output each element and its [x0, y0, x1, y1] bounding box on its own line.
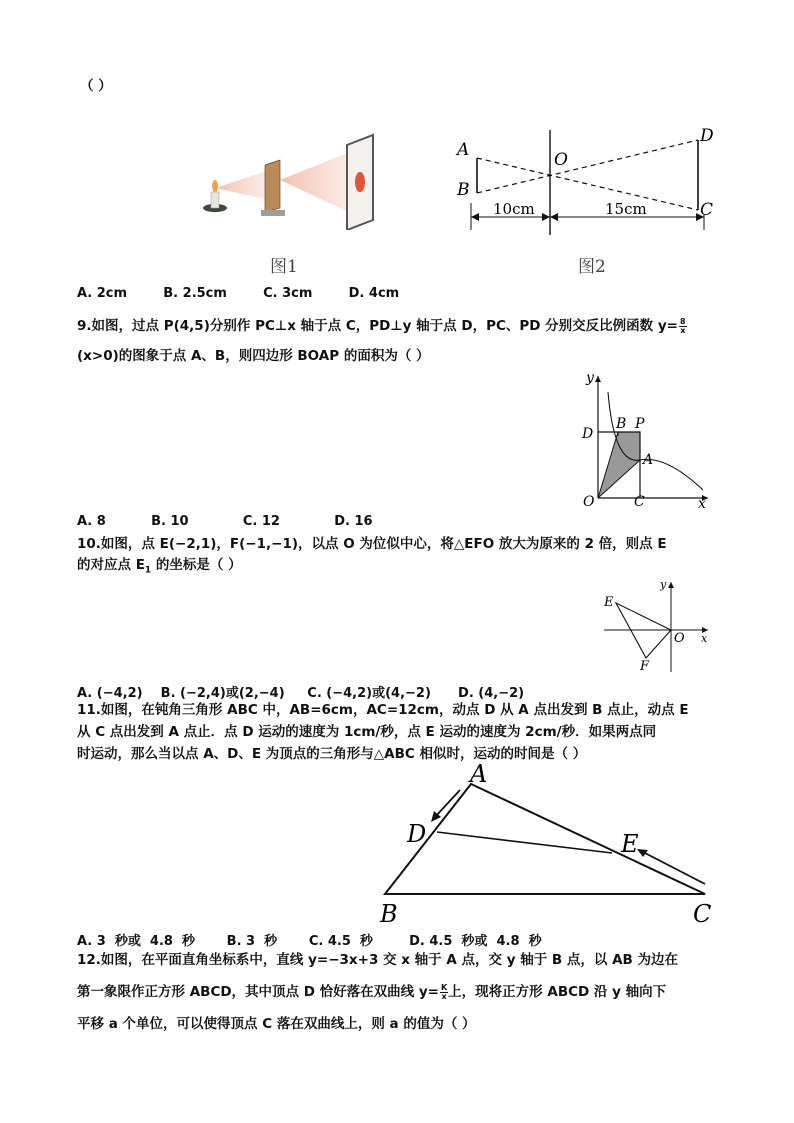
q9-fraction: $\frac{8}{x}$ [680, 316, 686, 335]
svg-text:E: E [604, 595, 614, 610]
q9-figure [578, 370, 713, 510]
fig2-label-O: O [554, 150, 568, 170]
light-beam-left [215, 170, 270, 200]
svg-text:D: D [582, 426, 594, 442]
svg-text:x: x [701, 632, 708, 645]
pinhole-stand [261, 210, 285, 216]
q9-text-line1: 9.如图，过点 P(4,5)分别作 PC⊥x 轴于点 C，PD⊥y 轴于点 D，PC、PD 分别交反比例函数 y= $\frac{8}{x}$ [77, 316, 686, 335]
q12-fraction: $\frac{K}{x}$ [440, 982, 448, 1001]
pinhole-board [265, 160, 280, 212]
q10-options: A. (−4,2) B. (−2,4)或(2,−4) C. (−4,2)或(4,−2) D. (4,−2) [77, 686, 525, 701]
svg-text:D: D [407, 820, 427, 848]
q8-options: A. 2cm B. 2.5cm C. 3cm D. 4cm [77, 286, 400, 301]
svg-text:x: x [698, 496, 706, 510]
fig2-label-C: C [700, 200, 714, 220]
figure-2-label: 图2 [578, 257, 606, 277]
svg-text:B: B [616, 416, 627, 432]
q10-text-line2: 的对应点 $E_1$ 的坐标是（ ） [77, 557, 242, 576]
fig2-label-A: A [457, 140, 470, 160]
q9-shaded-region [598, 432, 640, 498]
svg-text:C: C [634, 494, 645, 510]
figure-1-pinhole-illustration [195, 130, 385, 230]
screen-image [355, 172, 365, 192]
q11-triangle-ABC [385, 784, 705, 894]
svg-text:y: y [660, 578, 667, 591]
question-answer-paren: （ ） [80, 78, 112, 94]
fig2-distance-10cm: 10cm [493, 200, 535, 218]
fig2-distance-15cm: 15cm [605, 200, 647, 218]
svg-text:O: O [583, 494, 595, 510]
fig2-label-D: D [700, 126, 714, 146]
svg-text:O: O [674, 631, 685, 646]
candle-flame [212, 180, 218, 192]
q12-text-line2: 第一象限作正方形 ABCD，其中顶点 D 恰好落在双曲线 y= $\frac{K}{x}$ 上，现将正方形 ABCD 沿 y 轴向下 [77, 982, 667, 1001]
q11-segment-DE [437, 832, 612, 853]
figure-2-diagram [450, 125, 720, 237]
figure-1-label: 图1 [270, 257, 298, 277]
q11-figure [375, 762, 720, 927]
q11-text-line3: 时运动，那么当以点 A、D、E 为顶点的三角形与△ABC 相似时，运动的时间是（ ） [77, 746, 587, 762]
candle [211, 192, 219, 208]
svg-text:F: F [640, 659, 650, 674]
q10-text-line1: 10.如图，点 E(−2,1)，F(−1,−1)，以点 O 为位似中心，将△EFO 放大为原来的 2 倍，则点 E [77, 536, 667, 552]
q11-options: A. 3 秒或 4.8 秒 B. 3 秒 C. 4.5 秒 D. 4.5 秒或 4.8 秒 [77, 934, 542, 949]
q9-text-line2: (x>0)的图象于点 A、B，则四边形 BOAP 的面积为（ ） [77, 348, 430, 364]
svg-text:A: A [470, 762, 488, 788]
fig2-label-B: B [457, 180, 470, 200]
svg-text:A: A [643, 452, 654, 468]
svg-text:y: y [586, 370, 594, 386]
q10-figure [596, 578, 714, 676]
q9-options: A. 8 B. 10 C. 12 D. 16 [77, 514, 373, 529]
q11-text-line2: 从 C 点出发到 A 点止．点 D 运动的速度为 1cm/秒，点 E 运动的速度为 2cm/秒．如果两点同 [77, 724, 657, 740]
q11-text-line1: 11.如图，在钝角三角形 ABC 中，AB=6cm，AC=12cm，动点 D 从 A 点出发到 B 点止，动点 E [77, 702, 689, 718]
q12-text-line1: 12.如图，在平面直角坐标系中，直线 y=−3x+3 交 x 轴于 A 点，交 y 轴于 B 点，以 AB 为边在 [77, 952, 679, 968]
svg-text:B: B [380, 900, 398, 927]
svg-text:P: P [635, 416, 645, 432]
light-beam-right [280, 150, 355, 215]
svg-text:E: E [621, 830, 639, 858]
q12-text-line3: 平移 a 个单位，可以使得顶点 C 落在双曲线上，则 a 的值为（ ） [77, 1016, 476, 1032]
svg-text:C: C [693, 900, 712, 927]
